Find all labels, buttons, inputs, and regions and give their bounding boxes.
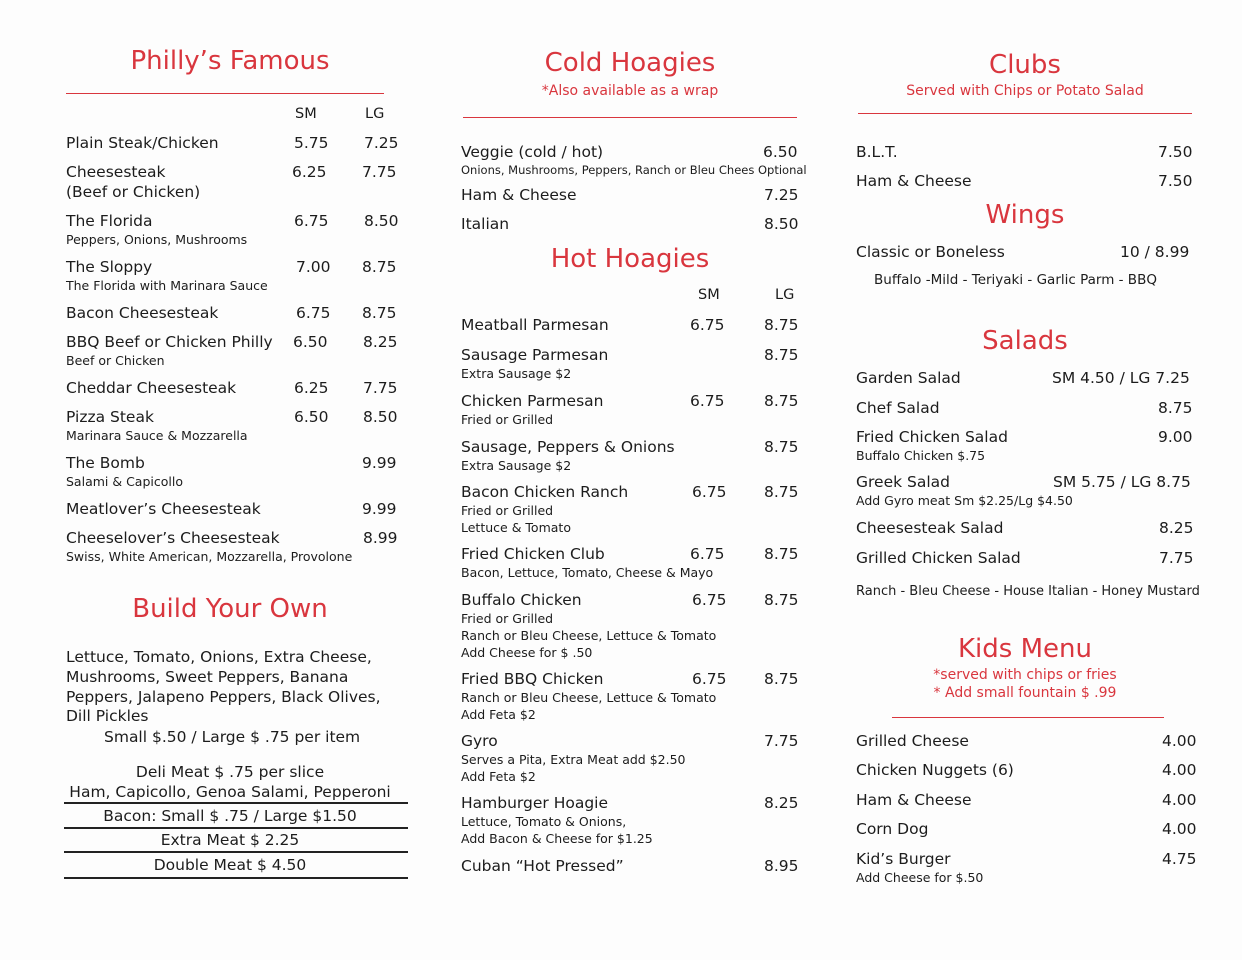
menu-item: Cheesesteak Salad 8.25 — [856, 519, 1194, 537]
heading-underline — [858, 113, 1192, 114]
menu-item: Kid’s Burger Add Cheese for $.50 4.75 — [856, 850, 1197, 885]
menu-item: Bacon Chicken Ranch Fried or Grilled Lettuce & Tomato 6.75 8.75 — [461, 483, 799, 535]
menu-item: Cuban “Hot Pressed” 8.95 — [461, 857, 799, 875]
menu-item: Ham & Cheese 7.25 — [461, 186, 799, 204]
kids-note: * Add small fountain $ .99 — [933, 685, 1117, 701]
sm-column-header: SM — [295, 106, 317, 122]
menu-item: Meatball Parmesan 6.75 8.75 — [461, 316, 799, 334]
menu-item: BBQ Beef or Chicken Philly Beef or Chicken 6.50 8.25 — [66, 333, 398, 368]
menu-item: Classic or Boneless 10 / 8.99 — [856, 243, 1190, 261]
clubs-heading: Clubs — [989, 50, 1061, 80]
divider — [64, 827, 408, 829]
menu-item: Ham & Cheese 7.50 — [856, 172, 1193, 190]
heading-underline — [892, 717, 1164, 718]
cold-hoagies-heading: Cold Hoagies — [544, 48, 716, 78]
bacon-price: Bacon: Small $ .75 / Large $1.50 — [103, 807, 357, 825]
kids-menu-heading: Kids Menu — [958, 634, 1092, 664]
phillys-famous-heading: Philly’s Famous — [130, 46, 330, 76]
menu-item: Sausage, Peppers & Onions Extra Sausage $2 8.75 — [461, 438, 799, 473]
menu-item: Chicken Parmesan Fried or Grilled 6.75 8.75 — [461, 392, 799, 427]
divider — [64, 802, 408, 804]
hot-hoagies-heading: Hot Hoagies — [550, 244, 710, 274]
menu-item: Plain Steak/Chicken 5.75 7.25 — [66, 134, 399, 152]
menu-item: The Bomb Salami & Capicollo 9.99 — [66, 454, 397, 489]
menu-item: Buffalo Chicken Fried or Grilled Ranch or Bleu Cheese, Lettuce & Tomato Add Cheese for $ .50 6.75 8.75 — [461, 591, 799, 660]
menu-item: Gyro Serves a Pita, Extra Meat add $2.50 Add Feta $2 7.75 — [461, 732, 799, 784]
menu-item: The Florida Peppers, Onions, Mushrooms 6.75 8.50 — [66, 212, 399, 247]
menu-item: Cheddar Cheesesteak 6.25 7.75 — [66, 379, 398, 397]
extra-meat-price: Extra Meat $ 2.25 — [160, 831, 300, 849]
deli-meat-price: Deli Meat $ .75 per slice — [135, 763, 325, 781]
salad-dressings: Ranch - Bleu Cheese - House Italian - Honey Mustard — [856, 584, 1200, 599]
build-your-own-heading: Build Your Own — [132, 594, 328, 624]
menu-item: Fried Chicken Club Bacon, Lettuce, Tomato, Cheese & Mayo 6.75 8.75 — [461, 545, 799, 580]
sm-column-header: SM — [698, 287, 720, 303]
topping-line: Peppers, Jalapeno Peppers, Black Olives, — [66, 688, 381, 706]
menu-item: Veggie (cold / hot) Onions, Mushrooms, Peppers, Ranch or Bleu Chees Optional 6.50 — [461, 143, 807, 177]
clubs-subtitle: Served with Chips or Potato Salad — [906, 83, 1144, 99]
menu-item: Grilled Chicken Salad 7.75 — [856, 549, 1194, 567]
menu-item: Garden Salad SM 4.50 / LG 7.25 — [856, 369, 1190, 387]
menu-item: Fried Chicken Salad Buffalo Chicken $.75 9.00 — [856, 428, 1193, 463]
menu-item: Greek Salad Add Gyro meat Sm $2.25/Lg $4.50 SM 5.75 / LG 8.75 — [856, 473, 1191, 508]
double-meat-price: Double Meat $ 4.50 — [153, 856, 307, 874]
menu-item: Ham & Cheese 4.00 — [856, 791, 1197, 809]
menu-item: Corn Dog 4.00 — [856, 820, 1197, 838]
topping-price: Small $.50 / Large $ .75 per item — [104, 728, 361, 746]
lg-column-header: LG — [775, 287, 795, 303]
salads-heading: Salads — [982, 326, 1068, 356]
wing-flavors: Buffalo -Mild - Teriyaki - Garlic Parm - BBQ — [874, 272, 1157, 288]
deli-meat-list: Ham, Capicollo, Genoa Salami, Pepperoni — [69, 783, 391, 801]
menu-item: Sausage Parmesan Extra Sausage $2 8.75 — [461, 346, 799, 381]
menu-item: Hamburger Hoagie Lettuce, Tomato & Onions, Add Bacon & Cheese for $1.25 8.25 — [461, 794, 799, 846]
menu-item: Grilled Cheese 4.00 — [856, 732, 1197, 750]
menu-item: Cheesesteak (Beef or Chicken) 6.25 7.75 — [66, 163, 397, 201]
wings-heading: Wings — [985, 200, 1065, 230]
menu-item: Pizza Steak Marinara Sauce & Mozzarella 6.50 8.50 — [66, 408, 398, 443]
menu-item: Italian 8.50 — [461, 215, 799, 233]
heading-underline — [66, 93, 384, 94]
heading-underline — [463, 117, 797, 118]
divider — [64, 877, 408, 879]
menu-item: B.L.T. 7.50 — [856, 143, 1193, 161]
menu-item: Chicken Nuggets (6) 4.00 — [856, 761, 1197, 779]
topping-line: Mushrooms, Sweet Peppers, Banana — [66, 668, 349, 686]
menu-item: The Sloppy The Florida with Marinara Sauce 7.00 8.75 — [66, 258, 397, 293]
divider — [64, 851, 408, 853]
menu-item: Bacon Cheesesteak 6.75 8.75 — [66, 304, 397, 322]
menu-item: Fried BBQ Chicken Ranch or Bleu Cheese, Lettuce & Tomato Add Feta $2 6.75 8.75 — [461, 670, 799, 722]
menu-item: Meatlover’s Cheesesteak 9.99 — [66, 500, 397, 518]
lg-column-header: LG — [365, 106, 385, 122]
topping-line: Dill Pickles — [66, 707, 149, 725]
kids-note: *served with chips or fries — [933, 667, 1117, 683]
menu-item: Chef Salad 8.75 — [856, 399, 1193, 417]
menu-item: Cheeselover’s Cheesesteak Swiss, White American, Mozzarella, Provolone 8.99 — [66, 529, 398, 564]
topping-line: Lettuce, Tomato, Onions, Extra Cheese, — [66, 648, 372, 666]
cold-hoagies-subtitle: *Also available as a wrap — [541, 83, 719, 99]
